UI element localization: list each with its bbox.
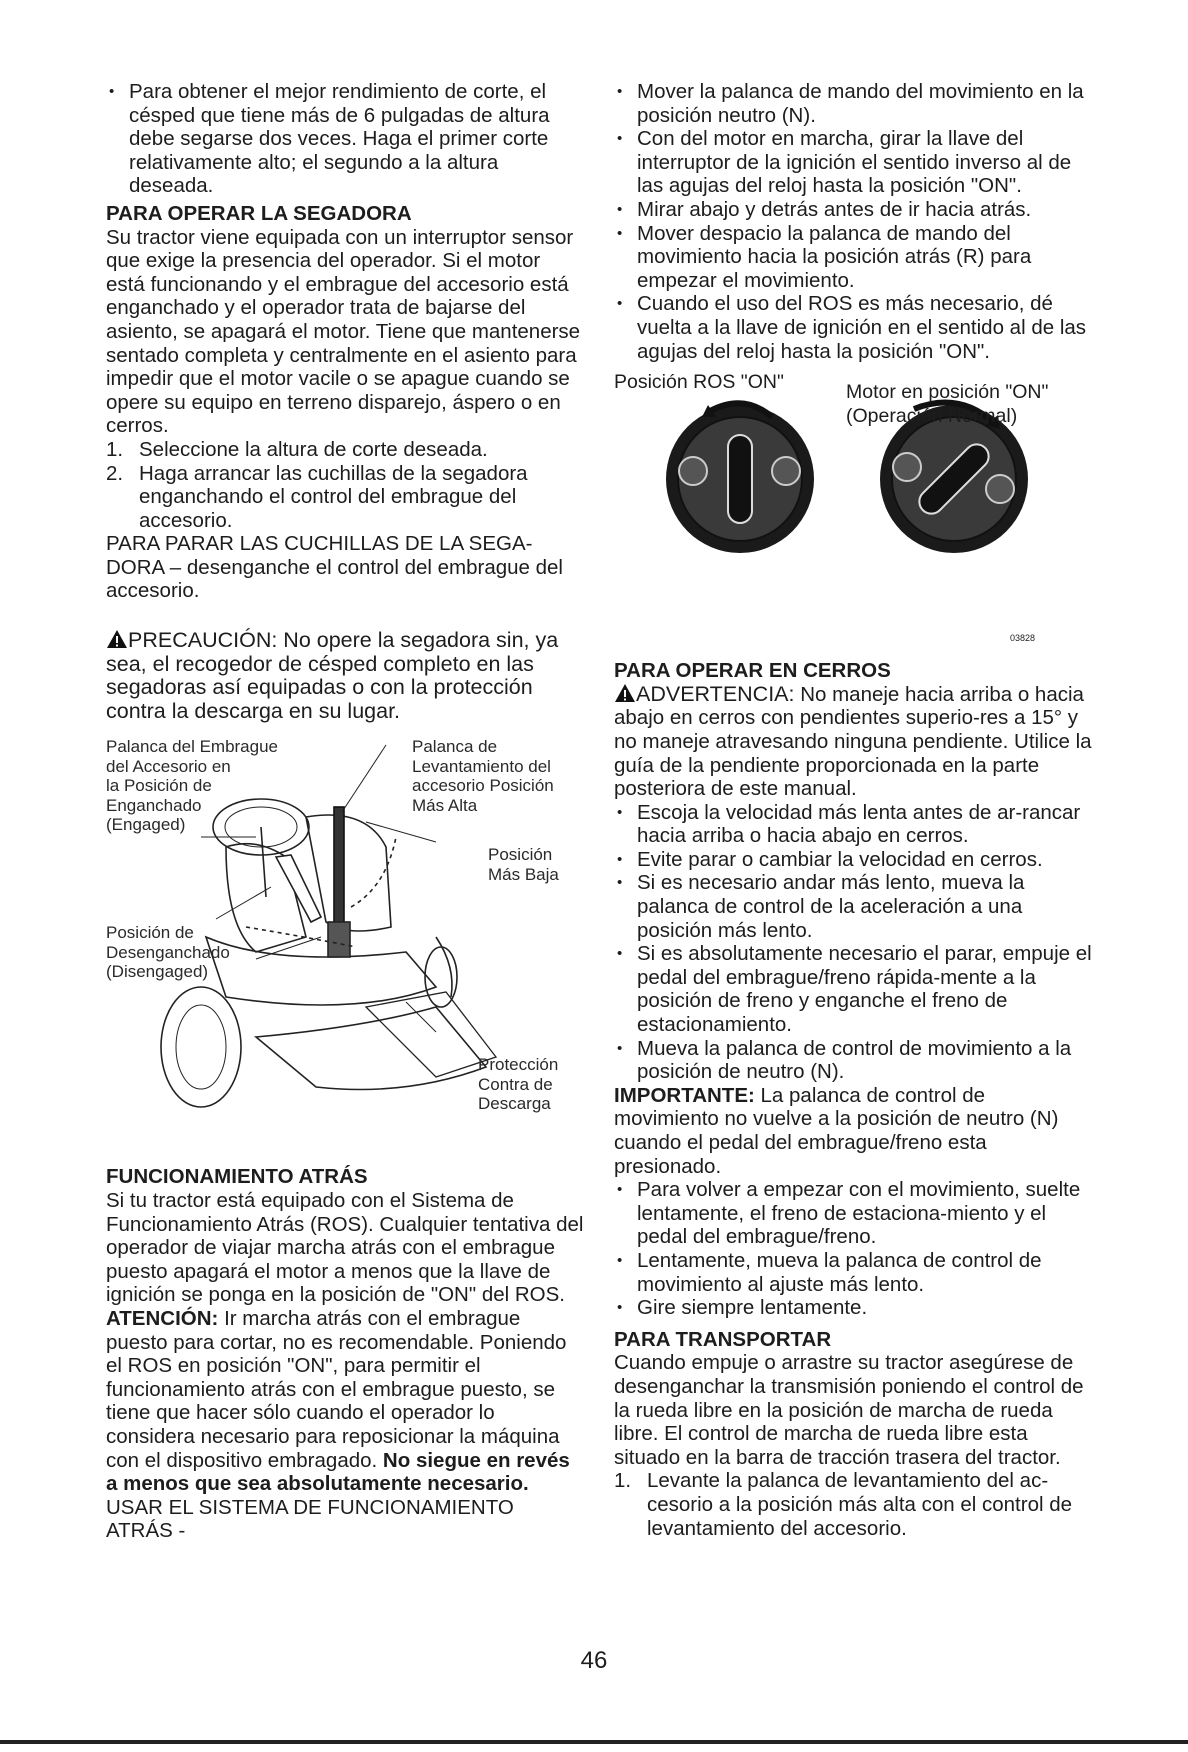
label-lift-low: Posición Más Baja <box>488 845 559 884</box>
ros-bullet: • Mover la palanca de mando del movimiento en la posición neutro (N). <box>614 80 1092 127</box>
warning-text: No maneje hacia arriba o hacia abajo en cerros con pendientes superio-res a 15° y no maneje atravesando ninguna pendiente. Utilice la guía de la pendiente proporcionada en la parte posteriora de este manual. <box>614 682 1092 801</box>
dial-code: 03828 <box>1010 633 1036 644</box>
cerros-bullet: • Escoja la velocidad más lenta antes de ar-rancar hacia arriba o hacia abajo en cerros. <box>614 801 1092 848</box>
cerros-bullet: • Evite parar o cambiar la velocidad en cerros. <box>614 848 1092 872</box>
importante-block <box>614 1084 1092 1178</box>
transport-text: Cuando empuje o arrastre su tractor asegúrese de desenganchar la transmisión poniendo el control de la rueda libre en la posición de marcha de rueda libre. El control de marcha de rueda libre esta situado en la barra de tracción trasera del tractor. <box>614 1351 1084 1469</box>
transport-heading: PARA TRANSPORTAR <box>614 1327 832 1351</box>
atencion-label: ATENCIÓN: <box>106 1307 219 1330</box>
atencion-block <box>106 1307 584 1496</box>
step-item <box>106 462 584 533</box>
label-clutch-engaged: Palanca del Embrague del Accesorio en la Posición de Enganchado (Engaged) <box>106 737 279 835</box>
label-discharge-guard: Protección Contra de Descarga <box>478 1055 559 1114</box>
importante-bullet: • Para volver a empezar con el movimiento, suelte lentamente, el freno de estaciona-miento y el pedal del embrague/freno. <box>614 1178 1092 1249</box>
label-disengaged: Posición de Desenganchado (Disengaged) <box>106 923 230 982</box>
caution-block <box>106 629 584 723</box>
cerros-bullet: • Si es necesario andar más lento, mueva la palanca de control de la aceleración a una posición más lento. <box>614 871 1092 942</box>
step-item <box>106 438 584 462</box>
step-number: 1. <box>106 437 124 461</box>
atencion-text: Ir marcha atrás con el embrague puesto para cortar, no es recomendable. Poniendo el ROS en posición "ON", para permitir el funcionamiento atrás con el embrague puesto, se tiene que hacer sólo cuando el operador lo considera necesario para reposicionar la máquina con el dispositivo embragado. <box>106 1307 567 1472</box>
step-text: Seleccione la altura de corte deseada. <box>139 437 488 461</box>
label-lift-high: Palanca de Levantamiento del accesorio Posición Más Alta <box>412 737 554 815</box>
ros-bullet: • Cuando el uso del ROS es más necesario, dé vuelta a la llave de ignición en el sentido al de las agujas del reloj hasta la posición "ON". <box>614 292 1092 363</box>
ignition-dial-figure <box>614 371 1092 657</box>
mower-lever-figure <box>106 737 584 1137</box>
bottom-rule <box>0 1740 1188 1744</box>
warning-triangle-icon <box>614 683 636 703</box>
dial-left-label: Posición ROS "ON" <box>614 371 784 394</box>
warning-label: ADVERTENCIA: <box>636 681 795 706</box>
ros-bullet: • Mirar abajo y detrás antes de ir hacia atrás. <box>614 198 1092 222</box>
step-text: Haga arrancar las cuchillas de la segadora enganchando el control del embrague del accesorio. <box>139 461 528 532</box>
cerros-heading: PARA OPERAR EN CERROS <box>614 659 891 683</box>
caution-label: PRECAUCIÓN: <box>128 628 278 653</box>
reverse-text: Si tu tractor está equipado con el Sistema de Funcionamiento Atrás (ROS). Cualquier tentativa del operador de viajar marcha atrás con el embrague puesto apagará el motor a menos que la llave de ignición se ponga en la posición de "ON" del ROS. <box>106 1189 584 1307</box>
dial-ros-on <box>666 403 814 553</box>
importante-label: IMPORTANTE: <box>614 1083 755 1107</box>
intro-bullet: • Para obtener el mejor rendimiento de corte, el césped que tiene más de 6 pulgadas de altura debe segarse dos veces. Haga el primer corte relativamente alto; el segundo a la altura deseada. <box>106 80 584 198</box>
page-number: 46 <box>580 1647 608 1674</box>
dial-right-label: Motor en posición "ON" (Operación Normal) <box>846 381 1049 427</box>
importante-bullet: • Gire siempre lentamente. <box>614 1296 1092 1320</box>
importante-bullet: • Lentamente, mueva la palanca de control de movimiento al ajuste más lento. <box>614 1249 1092 1296</box>
cerros-bullet: • Si es absolutamente necesario el parar, empuje el pedal del embrague/freno rápida-mente a la posición de freno y enganche el freno de estacionamiento. <box>614 942 1092 1036</box>
atencion-bold: No siegue en revés a menos que sea absolutamente necesario. <box>106 1448 570 1496</box>
warning-block <box>614 683 1092 801</box>
operar-heading: PARA OPERAR LA SEGADORA <box>106 201 412 225</box>
step-number: 2. <box>106 461 124 485</box>
ros-bullet: • Mover despacio la palanca de mando del movimiento hacia la posición atrás (R) para empezar el movimiento. <box>614 222 1092 293</box>
parar-text: PARA PARAR LAS CUCHILLAS DE LA SEGA-DORA – desenganche el control del embrague del accesorio. <box>106 532 563 603</box>
step-number: 1. <box>614 1469 632 1493</box>
caution-text: No opere la segadora sin, ya sea, el recogedor de césped completo en las segadoras así equipadas o con la protección contra la descarga en su lugar. <box>106 628 559 723</box>
ros-bullet: • Con del motor en marcha, girar la llave del interruptor de la ignición el sentido inverso al de las agujas del reloj hasta la posición "ON". <box>614 127 1092 198</box>
reverse-heading: FUNCIONAMIENTO ATRÁS <box>106 1165 368 1189</box>
left-column <box>106 80 584 1543</box>
importante-text: La palanca de control de movimiento no vuelve a la posición de neutro (N) cuando el pedal del embrague/freno esta presionado. <box>614 1083 1059 1178</box>
usar-text: USAR EL SISTEMA DE FUNCIONAMIENTO ATRÁS - <box>106 1495 514 1543</box>
operar-text: Su tractor viene equipada con un interruptor sensor que exige la presencia del operador. Si el motor está funcionando y el embrague del accesorio está enganchado y el operador trata de bajarse del asiento, se apagará el motor. Tiene que mantenerse sentado completa y centralmente en el asiento para impedir que el motor vacile o se apague cuando se opere su equipo en terreno disparejo, áspero o en cerros. <box>106 225 581 438</box>
cerros-bullet: • Mueva la palanca de control de movimiento a la posición de neutro (N). <box>614 1037 1092 1084</box>
warning-triangle-icon <box>106 629 128 649</box>
transport-step <box>614 1469 1092 1540</box>
right-column <box>614 80 1092 1540</box>
step-text: Levante la palanca de levantamiento del ac-cesorio a la posición más alta con el control de levantamiento del accesorio. <box>647 1469 1073 1540</box>
